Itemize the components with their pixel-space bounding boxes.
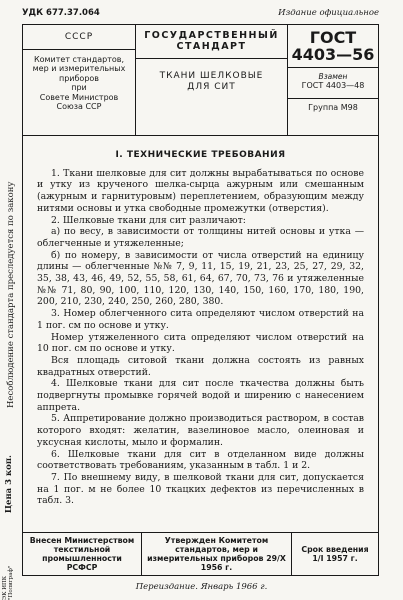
committee-line: мер и измерительных bbox=[32, 64, 126, 73]
committee-line: при bbox=[71, 83, 87, 92]
group-label: Группа М98 bbox=[288, 98, 378, 112]
standard-type-line: СТАНДАРТ bbox=[176, 41, 247, 52]
gost-number bbox=[288, 25, 378, 68]
section-title: I. ТЕХНИЧЕСКИЕ ТРЕБОВАНИЯ bbox=[115, 150, 286, 160]
gost-cell bbox=[288, 25, 378, 135]
introduced-by: Внесен Министерством текстильной промышленности РСФСР bbox=[23, 533, 142, 575]
paragraph: 7. По внешнему виду, в шелковой ткани для сит, допускается на 1 пог. м не более 10 ткацких дефектов из перечисленных в табл. 3. bbox=[37, 471, 364, 507]
replace-label: Взамен bbox=[318, 72, 348, 81]
committee-line: приборов bbox=[58, 73, 100, 83]
replace-value: ГОСТ 4403—48 bbox=[301, 81, 365, 90]
issuer-cell bbox=[23, 25, 136, 135]
committee-line: Комитет стандартов, bbox=[33, 54, 125, 64]
gost-label: ГОСТ bbox=[309, 28, 357, 47]
standard-type-line: ГОСУДАРСТВЕННЫЙ bbox=[144, 30, 279, 41]
document-title bbox=[136, 71, 287, 93]
approved-by: Утвержден Комитетом стандартов, мер и измерительных приборов 29/X 1956 г. bbox=[142, 533, 292, 575]
paragraph: 1. Ткани шелковые для сит должны вырабатываться по основе и утку из крученого шелка-сырца ажурным или смешанным (ажурным и гарнитуровым) переплетением, образующим между нитями основы и утка свободные промежутки (отверстия). bbox=[37, 167, 364, 214]
paragraph: а) по весу, в зависимости от толщины нитей основы и утка — облегченные и утяжеленные; bbox=[37, 226, 364, 249]
standard-type bbox=[136, 25, 287, 59]
title-cell bbox=[136, 25, 288, 135]
country-label: СССР bbox=[64, 32, 94, 42]
printer-mark: ЭК ИПК "Полиграф" bbox=[2, 565, 14, 600]
paragraph: 3. Номер облегченного сита определяют числом отверстий на 1 пог. см по основе и утку. bbox=[37, 308, 364, 331]
title-line: ТКАНИ ШЕЛКОВЫЕ bbox=[159, 71, 264, 81]
committee-line: Союза ССР bbox=[56, 102, 102, 111]
paragraph: 4. Шелковые ткани для сит после ткачества должны быть подвергнуты промывке горячей водой и ширению с нанесением аппрета. bbox=[37, 378, 364, 413]
reissue-note: Переиздание. Январь 1966 г. bbox=[135, 582, 268, 592]
edition-label: Издание официальное bbox=[278, 8, 379, 18]
divider bbox=[23, 49, 135, 50]
paragraph: б) по номеру, в зависимости от числа отверстий на единицу длины — облегченные №№ 7, 9, 11, 15, 19, 21, 23, 25, 27, 29, 32, 35, 38, 43, 46, 49, 52, 55, 58, 61, 64, 67, 70, 73, 76 и утяжеленные №№ 71, 80, 90, 100, 110, 120, 130, 140, 150, 160, 170, 180, 190, 200, 210, 230, 240, 250, 260, 280, 380. bbox=[37, 249, 364, 308]
price-label: Цена 3 коп. bbox=[4, 455, 14, 514]
law-notice: Несоблюдение стандарта преследуется по закону bbox=[6, 181, 16, 409]
body-text bbox=[23, 136, 378, 507]
committee-line: Совете Министров bbox=[39, 92, 119, 102]
paragraph: 6. Шелковые ткани для сит в отделанном виде должны соответствовать требованиям, указанным в табл. 1 и 2. bbox=[37, 448, 364, 472]
paragraph: 2. Шелковые ткани для сит различают: bbox=[51, 214, 246, 226]
udk-code: УДК 677.37.064 bbox=[22, 8, 100, 18]
document-frame bbox=[22, 24, 379, 576]
title-line: ДЛЯ СИТ bbox=[187, 82, 236, 92]
header-block bbox=[23, 25, 378, 136]
paragraph: 5. Аппретирование должно производиться раствором, в состав которого входят: желатин, вазелиновое масло, олеиновая и уксусная кислоты, мыло и формалин. bbox=[37, 413, 364, 448]
paragraph: Номер утяжеленного сита определяют числом отверстий на 10 пог. см по основе и утку. bbox=[37, 331, 364, 355]
footer-block bbox=[23, 532, 378, 575]
top-line bbox=[22, 8, 379, 18]
paragraph: Вся площадь ситовой ткани должна состоять из равных квадратных отверстий. bbox=[37, 354, 364, 378]
gost-code: 4403—56 bbox=[291, 45, 375, 64]
effective-date: Срок введения 1/I 1957 г. bbox=[301, 545, 369, 563]
